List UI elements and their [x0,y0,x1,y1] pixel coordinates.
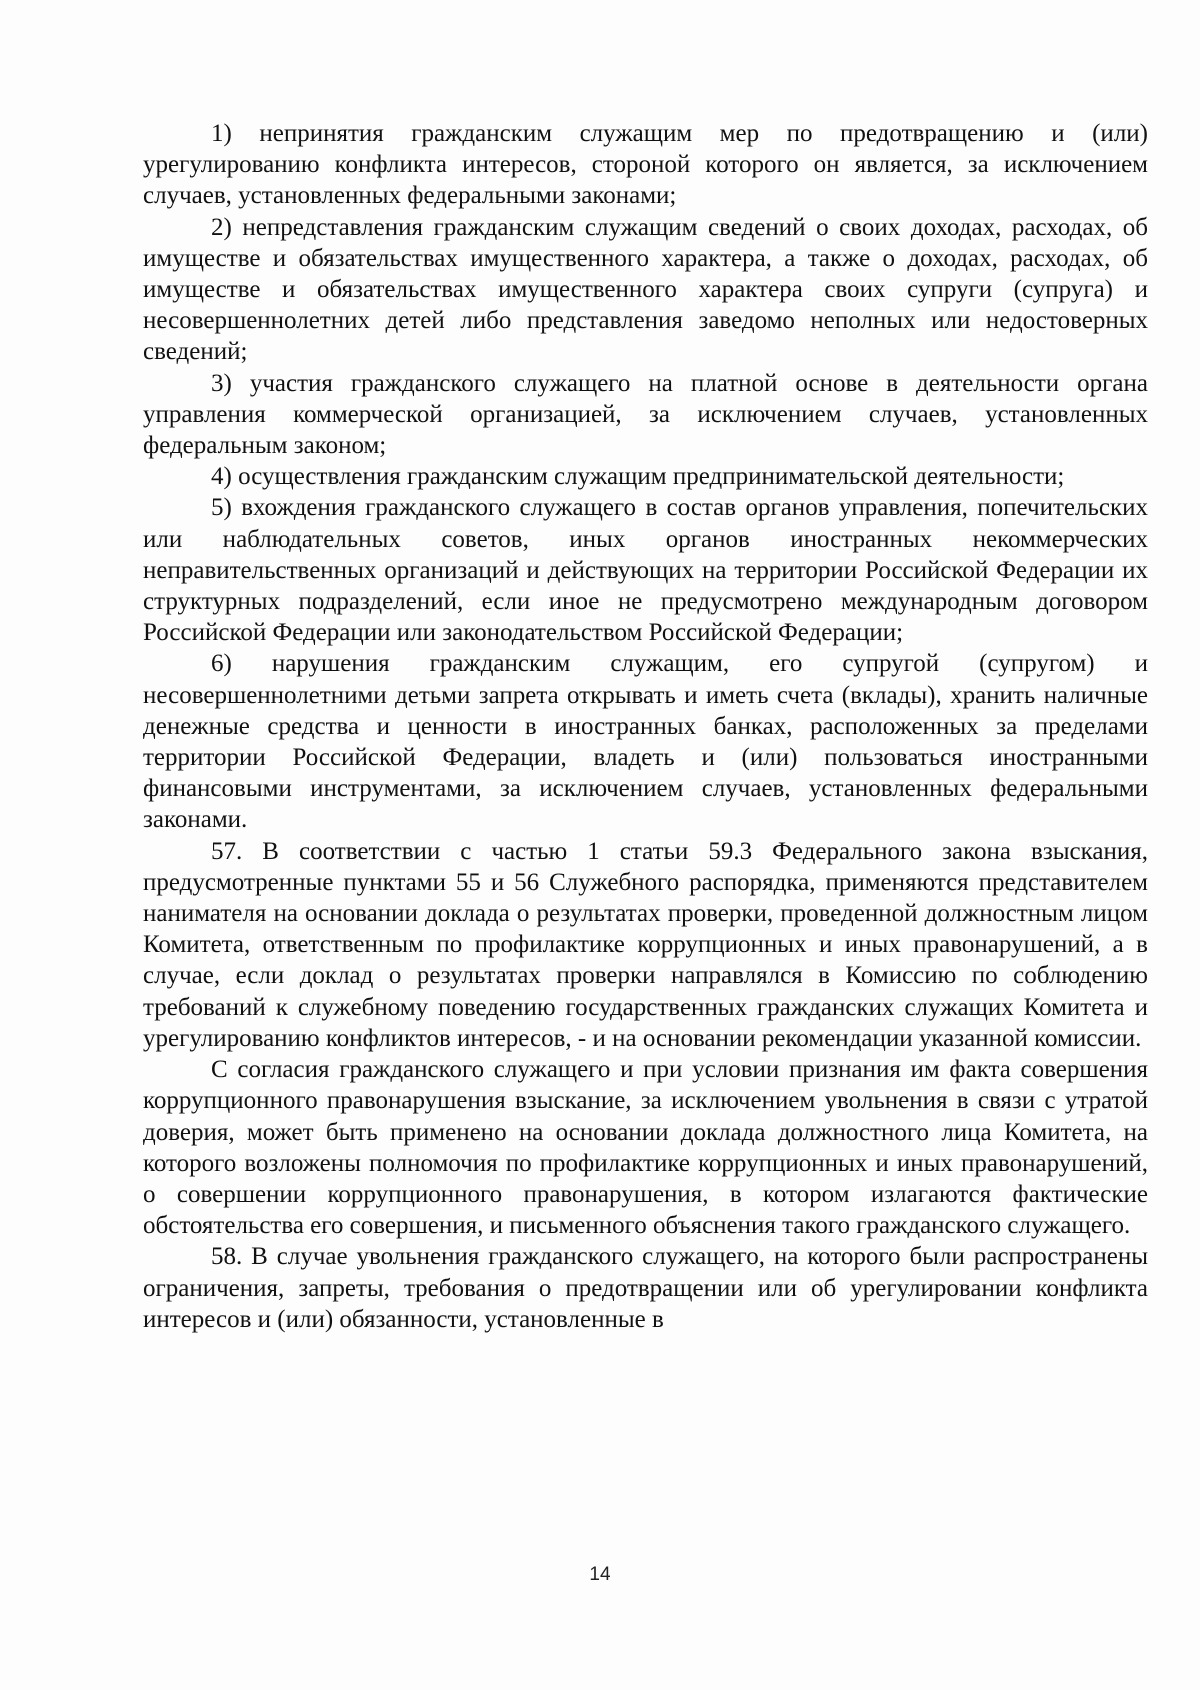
paragraph-item-6: 6) нарушения гражданским служащим, его супругой (супругом) и несовершеннолетними детьми запрета открывать и иметь счета (вклады), хранить наличные денежные средства и ценности в иностранных банках, расположенных за пределами территории Российской Федерации, владеть и (или) пользоваться иностранными финансовыми инструментами, за исключением случаев, установленных федеральными законами. [143,650,1148,834]
paragraph-item-2: 2) непредставления гражданским служащим сведений о своих доходах, расходах, об имуществе и обязательствах имущественного характера, а также о доходах, расходах, об имуществе и обязательствах имущественного характера своих супруги (супруга) и несовершеннолетних детей либо представления заведомо неполных или недостоверных сведений; [143,213,1148,366]
paragraph-item-1: 1) непринятия гражданским служащим мер по предотвращению и (или) урегулированию конфликта интересов, стороной которого он является, за исключением случаев, установленных федеральными законами; [143,120,1148,210]
paragraph-item-4: 4) осуществления гражданским служащим предпринимательской деятельности; [211,463,1065,491]
paragraph-57-consent: С согласия гражданского служащего и при условии признания им факта совершения коррупционного правонарушения взыскание, за исключением увольнения в связи с утратой доверия, может быть применено на основании доклада должностного лица Комитета, на которого возложены полномочия по профилактике коррупционных и иных правонарушений, о совершении коррупционного правонарушения, в котором излагаются фактические обстоятельства его совершения, и письменного объяснения такого гражданского служащего. [143,1056,1148,1240]
paragraph-item-3: 3) участия гражданского служащего на платной основе в деятельности органа управления коммерческой организацией, за исключением случаев, установленных федеральным законом; [143,369,1148,460]
paragraph-57: 57. В соответствии с частью 1 статьи 59.3 Федерального закона взыскания, предусмотренные пунктами 55 и 56 Служебного распорядка, применяются представителем нанимателя на основании доклада о результатах проверки, проведенной должностным лицом Комитета, ответственным по профилактике коррупционных и иных правонарушений, а в случае, если доклад о результатах проверки направлялся в Комиссию по соблюдению требований к служебному поведению государственных гражданских служащих Комитета и урегулированию конфликтов интересов, - и на основании рекомендации указанной комиссии. [143,837,1148,1052]
document-body [143,118,1148,1335]
page-number: 14 [589,1564,611,1585]
paragraph-58: 58. В случае увольнения гражданского служащего, на которого были распространены ограничения, запреты, требования о предотвращении или об урегулировании конфликта интересов и (или) обязанности, установленные в [143,1243,1148,1333]
paragraph-item-5: 5) вхождения гражданского служащего в состав органов управления, попечительских или наблюдательных советов, иных органов иностранных некоммерческих неправительственных организаций и действующих на территории Российской Федерации их структурных подразделений, если иное не предусмотрено международным договором Российской Федерации или законодательством Российской Федерации; [143,494,1148,647]
